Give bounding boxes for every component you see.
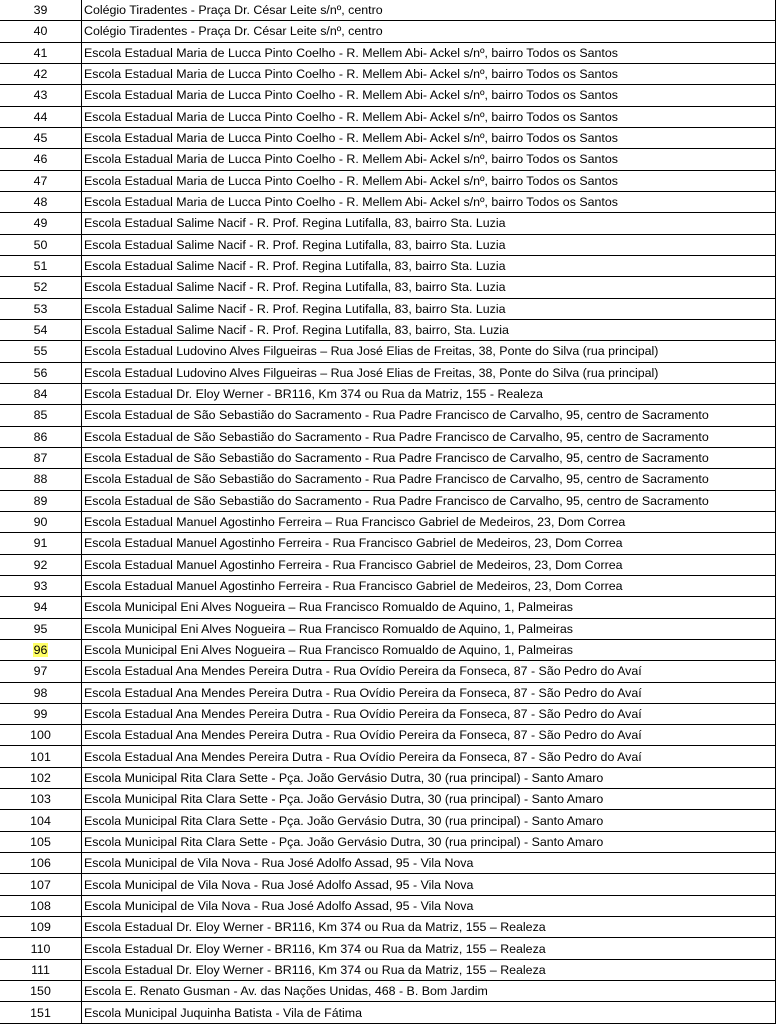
location-text: Escola Estadual Ana Mendes Pereira Dutra - Rua Ovídio Pereira da Fonseca, 87 - São Pedro do Avaí <box>84 664 642 679</box>
location-cell <box>82 597 776 618</box>
row-number: 44 <box>33 109 48 124</box>
row-number: 42 <box>33 67 48 82</box>
location-cell <box>82 639 776 660</box>
row-number: 56 <box>33 365 48 380</box>
row-number-cell <box>0 21 82 42</box>
table-row <box>0 85 776 106</box>
row-number-cell <box>0 298 82 319</box>
location-text: Colégio Tiradentes - Praça Dr. César Leite s/nº, centro <box>84 3 383 18</box>
location-text: Escola Estadual Ana Mendes Pereira Dutra - Rua Ovídio Pereira da Fonseca, 87 - São Pedro do Avaí <box>84 685 642 700</box>
row-number-cell <box>0 277 82 298</box>
row-number-cell <box>0 234 82 255</box>
table-row <box>0 106 776 127</box>
row-number-cell <box>0 959 82 980</box>
row-number-cell <box>0 490 82 511</box>
location-text: Escola Estadual Manuel Agostinho Ferreira - Rua Francisco Gabriel de Medeiros, 23, Dom Correa <box>84 579 623 594</box>
location-text: Escola Estadual Salime Nacif - R. Prof. Regina Lutifalla, 83, bairro Sta. Luzia <box>84 237 506 252</box>
table-row <box>0 853 776 874</box>
location-text: Escola Estadual Ana Mendes Pereira Dutra - Rua Ovídio Pereira da Fonseca, 87 - São Pedro do Avaí <box>84 728 642 743</box>
row-number: 108 <box>30 898 51 913</box>
location-cell <box>82 917 776 938</box>
location-text: Escola Estadual de São Sebastião do Sacramento - Rua Padre Francisco de Carvalho, 95, centro de Sacramento <box>84 472 709 487</box>
location-text: Escola Municipal Rita Clara Sette - Pça. João Gervásio Dutra, 30 (rua principal) - Santo Amaro <box>84 792 604 807</box>
table-row <box>0 383 776 404</box>
row-number: 46 <box>33 152 48 167</box>
table-row <box>0 767 776 788</box>
table-row <box>0 191 776 212</box>
location-text: Escola Estadual Maria de Lucca Pinto Coelho - R. Mellem Abi- Ackel s/nº, bairro Todos os Santos <box>84 195 618 210</box>
table-row <box>0 703 776 724</box>
location-cell <box>82 85 776 106</box>
row-number: 151 <box>30 1005 51 1020</box>
table-row <box>0 42 776 63</box>
row-number-cell <box>0 255 82 276</box>
row-number: 105 <box>30 834 51 849</box>
location-text: Escola Estadual Dr. Eloy Werner - BR116, Km 374 ou Rua da Matriz, 155 – Realeza <box>84 920 546 935</box>
row-number-cell <box>0 767 82 788</box>
row-number: 89 <box>33 493 48 508</box>
location-text: Escola E. Renato Gusman - Av. das Nações Unidas, 468 - B. Bom Jardim <box>84 984 488 999</box>
table-row <box>0 447 776 468</box>
location-cell <box>82 383 776 404</box>
table-row <box>0 618 776 639</box>
table-row <box>0 533 776 554</box>
row-number: 85 <box>33 408 48 423</box>
location-text: Escola Municipal de Vila Nova - Rua José Adolfo Assad, 95 - Vila Nova <box>84 898 474 913</box>
location-text: Escola Municipal Eni Alves Nogueira – Rua Francisco Romualdo de Aquino, 1, Palmeiras <box>84 600 573 615</box>
row-number-cell <box>0 554 82 575</box>
table-row <box>0 725 776 746</box>
row-number-cell <box>0 469 82 490</box>
row-number-cell <box>0 149 82 170</box>
location-text: Escola Estadual de São Sebastião do Sacramento - Rua Padre Francisco de Carvalho, 95, centro de Sacramento <box>84 493 709 508</box>
location-cell <box>82 42 776 63</box>
location-cell <box>82 426 776 447</box>
row-number: 93 <box>33 579 48 594</box>
location-text: Escola Municipal Eni Alves Nogueira – Rua Francisco Romualdo de Aquino, 1, Palmeiras <box>84 621 573 636</box>
row-number: 49 <box>33 216 48 231</box>
location-cell <box>82 277 776 298</box>
row-number: 103 <box>30 792 51 807</box>
location-text: Escola Estadual Maria de Lucca Pinto Coelho - R. Mellem Abi- Ackel s/nº, bairro Todos os Santos <box>84 88 618 103</box>
location-text: Escola Estadual Salime Nacif - R. Prof. Regina Lutifalla, 83, bairro Sta. Luzia <box>84 301 506 316</box>
row-number-cell <box>0 874 82 895</box>
location-cell <box>82 725 776 746</box>
location-text: Escola Municipal Eni Alves Nogueira – Rua Francisco Romualdo de Aquino, 1, Palmeiras <box>84 643 573 657</box>
table-row <box>0 575 776 596</box>
table-row <box>0 981 776 1002</box>
row-number: 87 <box>33 451 48 466</box>
row-number: 110 <box>30 941 51 956</box>
location-cell <box>82 127 776 148</box>
table-row <box>0 1002 776 1023</box>
row-number-cell <box>0 917 82 938</box>
row-number: 92 <box>33 557 48 572</box>
location-cell <box>82 1002 776 1023</box>
location-text: Escola Estadual Ludovino Alves Filgueiras – Rua José Elias de Freitas, 38, Ponte do Silva (rua principal) <box>84 365 659 380</box>
row-number: 53 <box>33 301 48 316</box>
row-number: 96 <box>33 643 48 657</box>
row-number-cell <box>0 746 82 767</box>
location-text: Escola Estadual Maria de Lucca Pinto Coelho - R. Mellem Abi- Ackel s/nº, bairro Todos os Santos <box>84 131 618 146</box>
row-number-cell <box>0 661 82 682</box>
table-row <box>0 938 776 959</box>
row-number: 50 <box>33 237 48 252</box>
location-cell <box>82 959 776 980</box>
location-cell <box>82 874 776 895</box>
location-text: Escola Estadual Maria de Lucca Pinto Coelho - R. Mellem Abi- Ackel s/nº, bairro Todos os Santos <box>84 173 618 188</box>
location-text: Escola Estadual Maria de Lucca Pinto Coelho - R. Mellem Abi- Ackel s/nº, bairro Todos os Santos <box>84 109 618 124</box>
table-row <box>0 21 776 42</box>
location-cell <box>82 575 776 596</box>
row-number: 51 <box>33 259 48 274</box>
row-number: 88 <box>33 472 48 487</box>
location-cell <box>82 170 776 191</box>
location-text: Escola Estadual Ana Mendes Pereira Dutra - Rua Ovídio Pereira da Fonseca, 87 - São Pedro do Avaí <box>84 749 642 764</box>
location-text: Escola Estadual Maria de Lucca Pinto Coelho - R. Mellem Abi- Ackel s/nº, bairro Todos os Santos <box>84 152 618 167</box>
location-text: Escola Estadual Dr. Eloy Werner - BR116, Km 374 ou Rua da Matriz, 155 – Realeza <box>84 962 546 977</box>
table-row <box>0 255 776 276</box>
row-number-cell <box>0 682 82 703</box>
table-row <box>0 405 776 426</box>
table-row <box>0 682 776 703</box>
location-cell <box>82 106 776 127</box>
row-number: 39 <box>33 3 48 18</box>
row-number-cell <box>0 85 82 106</box>
row-number: 150 <box>30 984 51 999</box>
row-number: 99 <box>33 706 48 721</box>
location-text: Escola Estadual Ludovino Alves Filgueiras – Rua José Elias de Freitas, 38, Ponte do Silva (rua principal) <box>84 344 659 359</box>
row-number: 48 <box>33 195 48 210</box>
row-number-cell <box>0 703 82 724</box>
table-row <box>0 0 776 21</box>
row-number: 41 <box>33 45 48 60</box>
location-cell <box>82 21 776 42</box>
row-number-cell <box>0 191 82 212</box>
row-number: 107 <box>30 877 51 892</box>
location-cell <box>82 255 776 276</box>
row-number: 43 <box>33 88 48 103</box>
row-number-cell <box>0 213 82 234</box>
row-number-cell <box>0 127 82 148</box>
table-row <box>0 426 776 447</box>
location-text: Escola Municipal Rita Clara Sette - Pça. João Gervásio Dutra, 30 (rua principal) - Santo Amaro <box>84 813 604 828</box>
location-cell <box>82 63 776 84</box>
table-row <box>0 810 776 831</box>
row-number: 102 <box>30 770 51 785</box>
location-cell <box>82 0 776 21</box>
table-row <box>0 319 776 340</box>
row-number: 95 <box>33 621 48 636</box>
location-text: Escola Municipal de Vila Nova - Rua José Adolfo Assad, 95 - Vila Nova <box>84 877 474 892</box>
location-text: Escola Estadual Ana Mendes Pereira Dutra - Rua Ovídio Pereira da Fonseca, 87 - São Pedro do Avaí <box>84 706 642 721</box>
row-number: 94 <box>33 600 48 615</box>
row-number-cell <box>0 362 82 383</box>
row-number: 40 <box>33 24 48 39</box>
location-cell <box>82 703 776 724</box>
row-number: 97 <box>33 664 48 679</box>
table-row <box>0 469 776 490</box>
row-number-cell <box>0 106 82 127</box>
table-row <box>0 277 776 298</box>
row-number-cell <box>0 938 82 959</box>
table-row <box>0 746 776 767</box>
location-text: Escola Estadual de São Sebastião do Sacramento - Rua Padre Francisco de Carvalho, 95, centro de Sacramento <box>84 451 709 466</box>
row-number-cell <box>0 42 82 63</box>
table-row <box>0 831 776 852</box>
row-number-cell <box>0 853 82 874</box>
row-number-cell <box>0 639 82 660</box>
row-number: 91 <box>33 536 48 551</box>
location-text: Escola Estadual de São Sebastião do Sacramento - Rua Padre Francisco de Carvalho, 95, centro de Sacramento <box>84 429 709 444</box>
row-number: 100 <box>30 728 51 743</box>
location-cell <box>82 618 776 639</box>
row-number: 52 <box>33 280 48 295</box>
row-number-cell <box>0 725 82 746</box>
table-row <box>0 170 776 191</box>
row-number-cell <box>0 1002 82 1023</box>
table-row <box>0 895 776 916</box>
location-text: Escola Estadual Manuel Agostinho Ferreira - Rua Francisco Gabriel de Medeiros, 23, Dom Correa <box>84 536 623 551</box>
location-text: Escola Estadual de São Sebastião do Sacramento - Rua Padre Francisco de Carvalho, 95, centro de Sacramento <box>84 408 709 423</box>
location-cell <box>82 682 776 703</box>
location-text: Escola Estadual Dr. Eloy Werner - BR116, Km 374 ou Rua da Matriz, 155 - Realeza <box>84 387 543 402</box>
table-row <box>0 661 776 682</box>
location-cell <box>82 938 776 959</box>
location-cell <box>82 767 776 788</box>
location-text: Escola Estadual Salime Nacif - R. Prof. Regina Lutifalla, 83, bairro, Sta. Luzia <box>84 323 509 338</box>
location-cell <box>82 831 776 852</box>
location-text: Escola Estadual Maria de Lucca Pinto Coelho - R. Mellem Abi- Ackel s/nº, bairro Todos os Santos <box>84 45 618 60</box>
table-row <box>0 234 776 255</box>
row-number-cell <box>0 810 82 831</box>
row-number-cell <box>0 533 82 554</box>
row-number-cell <box>0 426 82 447</box>
location-text: Colégio Tiradentes - Praça Dr. César Leite s/nº, centro <box>84 24 383 39</box>
location-cell <box>82 341 776 362</box>
row-number: 45 <box>33 131 48 146</box>
location-cell <box>82 981 776 1002</box>
row-number: 101 <box>30 749 51 764</box>
location-text: Escola Estadual Manuel Agostinho Ferreira - Rua Francisco Gabriel de Medeiros, 23, Dom Correa <box>84 557 623 572</box>
row-number: 55 <box>33 344 48 359</box>
location-cell <box>82 213 776 234</box>
location-cell <box>82 789 776 810</box>
location-text: Escola Estadual Salime Nacif - R. Prof. Regina Lutifalla, 83, bairro Sta. Luzia <box>84 216 506 231</box>
location-cell <box>82 853 776 874</box>
table-row <box>0 127 776 148</box>
table-row <box>0 874 776 895</box>
location-cell <box>82 746 776 767</box>
location-cell <box>82 810 776 831</box>
location-text: Escola Estadual Salime Nacif - R. Prof. Regina Lutifalla, 83, bairro Sta. Luzia <box>84 259 506 274</box>
location-text: Escola Municipal de Vila Nova - Rua José Adolfo Assad, 95 - Vila Nova <box>84 856 474 871</box>
location-text: Escola Municipal Rita Clara Sette - Pça. João Gervásio Dutra, 30 (rua principal) - Santo Amaro <box>84 834 604 849</box>
row-number-cell <box>0 341 82 362</box>
row-number: 90 <box>33 515 48 530</box>
location-text: Escola Estadual Manuel Agostinho Ferreira – Rua Francisco Gabriel de Medeiros, 23, Dom Correa <box>84 515 626 530</box>
location-cell <box>82 319 776 340</box>
row-number: 106 <box>30 856 51 871</box>
table-row <box>0 213 776 234</box>
table-row <box>0 63 776 84</box>
row-number: 47 <box>33 173 48 188</box>
table-row <box>0 554 776 575</box>
row-number-cell <box>0 447 82 468</box>
location-cell <box>82 191 776 212</box>
location-text: Escola Estadual Dr. Eloy Werner - BR116, Km 374 ou Rua da Matriz, 155 – Realeza <box>84 941 546 956</box>
location-cell <box>82 362 776 383</box>
row-number-cell <box>0 597 82 618</box>
row-number-cell <box>0 618 82 639</box>
location-text: Escola Municipal Juquinha Batista - Vila de Fátima <box>84 1005 363 1020</box>
location-cell <box>82 447 776 468</box>
row-number: 84 <box>33 387 48 402</box>
row-number: 111 <box>31 962 50 977</box>
location-cell <box>82 405 776 426</box>
location-cell <box>82 490 776 511</box>
location-cell <box>82 511 776 532</box>
row-number: 86 <box>33 429 48 444</box>
table-row <box>0 490 776 511</box>
location-text: Escola Estadual Maria de Lucca Pinto Coelho - R. Mellem Abi- Ackel s/nº, bairro Todos os Santos <box>84 67 618 82</box>
table-row <box>0 341 776 362</box>
row-number: 98 <box>33 685 48 700</box>
table-row <box>0 959 776 980</box>
table-row <box>0 149 776 170</box>
location-cell <box>82 661 776 682</box>
row-number-cell <box>0 0 82 21</box>
location-cell <box>82 554 776 575</box>
row-number-cell <box>0 895 82 916</box>
row-number-cell <box>0 319 82 340</box>
row-number-cell <box>0 63 82 84</box>
row-number: 109 <box>30 920 51 935</box>
row-number-cell <box>0 981 82 1002</box>
table-row <box>0 511 776 532</box>
location-text: Escola Municipal Rita Clara Sette - Pça. João Gervásio Dutra, 30 (rua principal) - Santo Amaro <box>84 770 604 785</box>
location-cell <box>82 469 776 490</box>
table-row <box>0 597 776 618</box>
row-number-cell <box>0 170 82 191</box>
table-row <box>0 789 776 810</box>
row-number-cell <box>0 511 82 532</box>
row-number-cell <box>0 789 82 810</box>
location-cell <box>82 149 776 170</box>
location-cell <box>82 234 776 255</box>
location-text: Escola Estadual Salime Nacif - R. Prof. Regina Lutifalla, 83, bairro Sta. Luzia <box>84 280 506 295</box>
row-number-cell <box>0 405 82 426</box>
row-number: 54 <box>33 323 48 338</box>
table-row <box>0 362 776 383</box>
location-cell <box>82 895 776 916</box>
table-row <box>0 298 776 319</box>
row-number: 104 <box>30 813 51 828</box>
row-number-cell <box>0 575 82 596</box>
location-cell <box>82 298 776 319</box>
table-row <box>0 639 776 660</box>
row-number-cell <box>0 383 82 404</box>
row-number-cell <box>0 831 82 852</box>
table-row <box>0 917 776 938</box>
location-cell <box>82 533 776 554</box>
